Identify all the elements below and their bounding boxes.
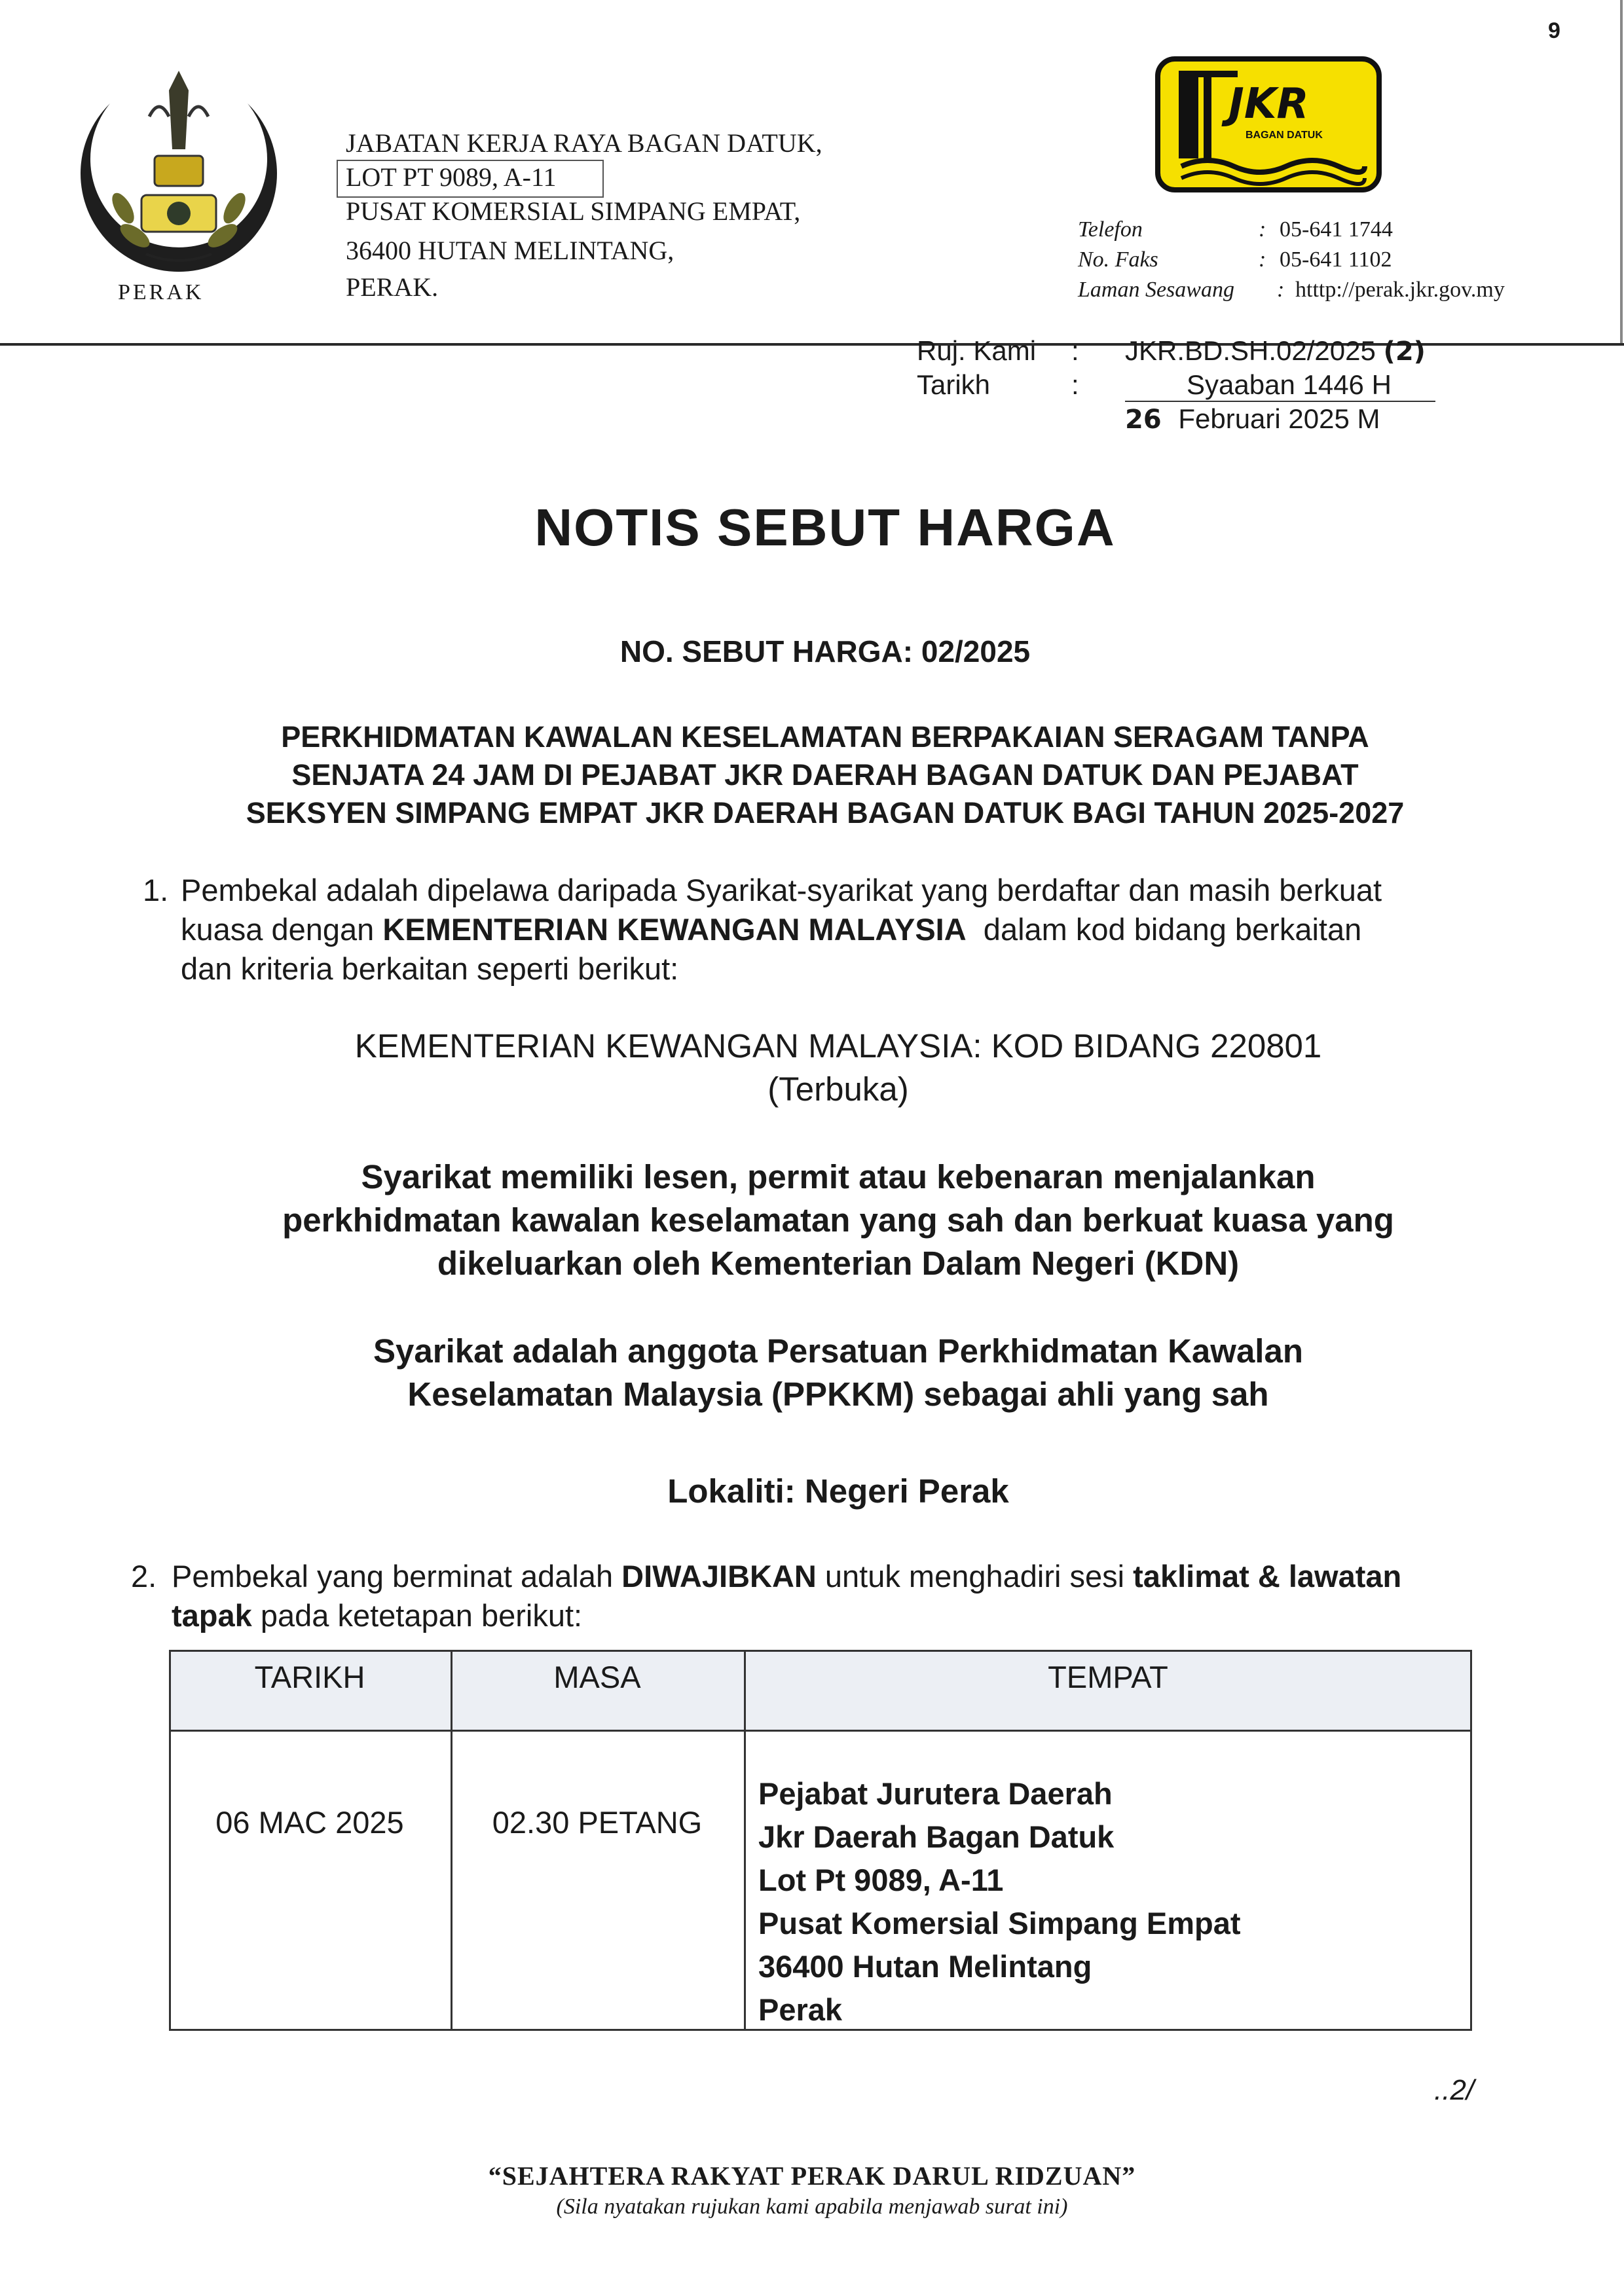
- membership-line-1: Syarikat adalah anggota Persatuan Perkhidmatan Kawalan: [373, 1332, 1303, 1370]
- para1-line-2: [181, 910, 1361, 949]
- header-tarikh: TARIKH: [254, 1660, 365, 1694]
- website-label: Laman Sesawang: [1078, 278, 1234, 302]
- kod-bidang-line-1: KEMENTERIAN KEWANGAN MALAYSIA: KOD BIDANG 220801: [354, 1027, 1322, 1065]
- ministry-name: KEMENTERIAN KEWANGAN MALAYSIA: [382, 912, 967, 947]
- place-line-5: 36400 Hutan Melintang: [758, 1949, 1092, 1984]
- address-box: [337, 160, 604, 198]
- para1-line-2-start: kuasa dengan: [181, 912, 383, 947]
- gregorian-month-year: Februari 2025 M: [1178, 403, 1380, 434]
- subject-line-3: SEKSYEN SIMPANG EMPAT JKR DAERAH BAGAN DATUK BAGI TAHUN 2025-2027: [246, 796, 1405, 829]
- cell-time: 02.30 PETANG: [492, 1805, 703, 1840]
- table-divider-2: [744, 1650, 746, 2031]
- ref-handwritten-number: (2): [1383, 337, 1426, 367]
- para1-line-2-end: dalam kod bidang berkaitan: [966, 912, 1362, 947]
- phone-value: 05-641 1744: [1280, 217, 1393, 242]
- phone-colon: :: [1259, 217, 1266, 242]
- handwritten-day: 26: [1125, 405, 1162, 435]
- para2-line-2-rest: pada ketetapan berikut:: [251, 1598, 583, 1633]
- para2-text-start: Pembekal yang berminat adalah: [172, 1559, 622, 1594]
- jkr-logo: [1155, 56, 1382, 192]
- perak-crest-logo: [71, 64, 287, 316]
- fax-label: No. Faks: [1078, 247, 1158, 272]
- place-line-4: Pusat Komersial Simpang Empat: [758, 1906, 1241, 1941]
- table-header-divider: [169, 1730, 1472, 1732]
- crest-label: PERAK: [118, 280, 204, 304]
- cell-date: 06 MAC 2025: [215, 1805, 404, 1840]
- fax-colon: :: [1259, 247, 1266, 272]
- para2-line-2: [172, 1596, 582, 1635]
- para1-number: 1.: [143, 873, 169, 907]
- website-colon: :: [1277, 278, 1285, 302]
- letterhead-right-border: [1620, 0, 1623, 343]
- gregorian-date: [1125, 403, 1380, 435]
- place-line-1: Pejabat Jurutera Daerah: [758, 1776, 1113, 1811]
- hijri-date: Syaaban 1446 H: [1125, 369, 1435, 402]
- place-line-2: Jkr Daerah Bagan Datuk: [758, 1819, 1115, 1854]
- address-line-4: 36400 HUTAN MELINTANG,: [346, 236, 674, 265]
- address-line-2: LOT PT 9089, A-11: [346, 162, 557, 192]
- ref-colon: :: [1071, 335, 1079, 366]
- header-masa: MASA: [553, 1660, 641, 1694]
- jkr-logo-text: JKR: [1228, 80, 1309, 128]
- briefing-phrase: taklimat & lawatan: [1133, 1559, 1402, 1594]
- ref-label: Ruj. Kami: [917, 335, 1037, 366]
- locality: Lokaliti: Negeri Perak: [667, 1472, 1009, 1510]
- corner-mark: 9: [1548, 18, 1560, 43]
- subject-line-1: PERKHIDMATAN KAWALAN KESELAMATAN BERPAKAIAN SERAGAM TANPA: [281, 720, 1369, 754]
- document-title: NOTIS SEBUT HARGA: [534, 498, 1116, 556]
- para1-line-1: Pembekal adalah dipelawa daripada Syarikat-syarikat yang berdaftar dan masih berkuat: [181, 873, 1382, 907]
- page-continuation-marker: ..2/: [1434, 2074, 1475, 2106]
- para2-text-mid: untuk menghadiri sesi: [816, 1559, 1134, 1594]
- membership-line-2: Keselamatan Malaysia (PPKKM) sebagai ahli yang sah: [407, 1376, 1269, 1413]
- website-link[interactable]: htttp://perak.jkr.gov.my: [1295, 278, 1505, 302]
- table-divider-1: [451, 1650, 452, 2031]
- address-line-3: PUSAT KOMERSIAL SIMPANG EMPAT,: [346, 196, 801, 226]
- address-line-5: PERAK.: [346, 272, 439, 302]
- site-word: tapak: [172, 1598, 252, 1633]
- date-label: Tarikh: [917, 369, 991, 400]
- place-line-3: Lot Pt 9089, A-11: [758, 1863, 1004, 1897]
- licence-line-3: dikeluarkan oleh Kementerian Dalam Negeri (KDN): [437, 1245, 1240, 1282]
- address-line-1: JABATAN KERJA RAYA BAGAN DATUK,: [346, 128, 822, 158]
- ref-value: [1125, 335, 1426, 367]
- mandatory-word: DIWAJIBKAN: [621, 1559, 817, 1594]
- licence-line-1: Syarikat memiliki lesen, permit atau kebenaran menjalankan: [361, 1158, 1316, 1195]
- para1-line-3: dan kriteria berkaitan seperti berikut:: [181, 951, 679, 986]
- kod-bidang-line-2: (Terbuka): [767, 1070, 909, 1108]
- date-colon: :: [1071, 369, 1079, 400]
- fax-value: 05-641 1102: [1280, 247, 1392, 272]
- licence-line-2: perkhidmatan kawalan keselamatan yang sah dan berkuat kuasa yang: [282, 1201, 1394, 1239]
- place-line-6: Perak: [758, 1992, 843, 2027]
- para2-number: 2.: [131, 1559, 157, 1594]
- phone-label: Telefon: [1078, 217, 1143, 242]
- state-motto: “SEJAHTERA RAKYAT PERAK DARUL RIDZUAN”: [488, 2161, 1136, 2191]
- perak-crest-icon: [71, 64, 287, 316]
- jkr-logo-subtext: BAGAN DATUK: [1246, 130, 1323, 141]
- quotation-number: NO. SEBUT HARGA: 02/2025: [619, 634, 1031, 668]
- para2-line-1: [172, 1557, 1401, 1596]
- subject-line-2: SENJATA 24 JAM DI PEJABAT JKR DAERAH BAGAN DATUK DAN PEJABAT: [291, 758, 1359, 792]
- header-tempat: TEMPAT: [1048, 1660, 1168, 1694]
- reference-footnote: (Sila nyatakan rujukan kami apabila menjawab surat ini): [556, 2195, 1068, 2219]
- ref-number: JKR.BD.SH.02/2025: [1125, 335, 1376, 366]
